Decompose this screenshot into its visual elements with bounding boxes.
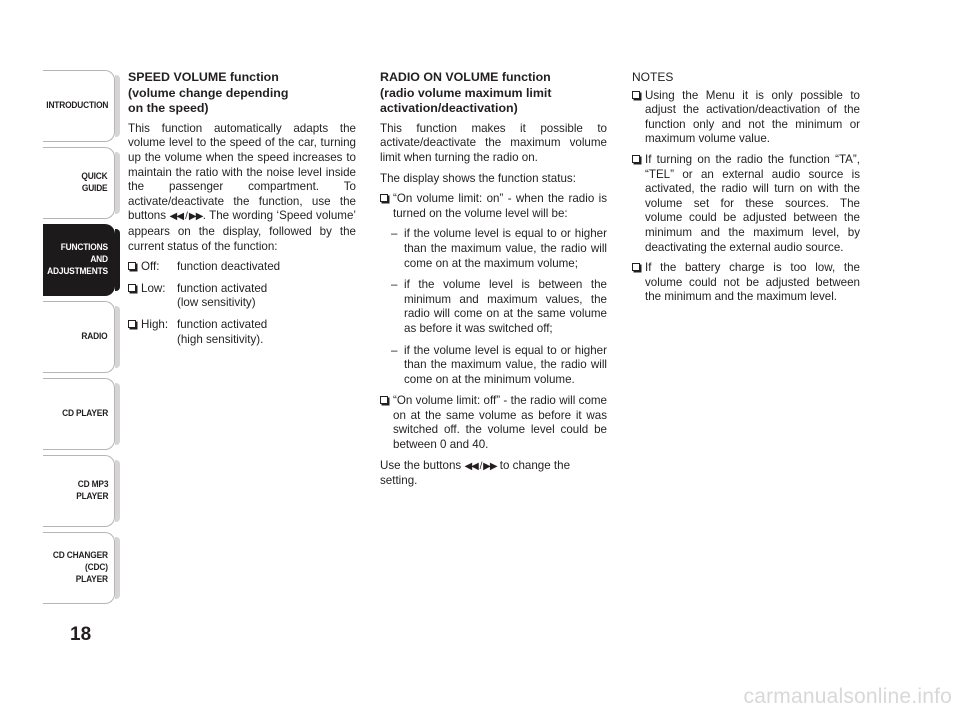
tab-cd-mp3-player[interactable] [43, 455, 115, 527]
dash-text: if the volume level is equal to or higher than the maximum value, the radio will come on at the maximum volume; [404, 227, 607, 270]
speed-volume-heading [128, 70, 356, 117]
dash-mark: – [391, 278, 398, 292]
tab-label: RADIO [81, 331, 108, 342]
heading-suffix: function [226, 70, 279, 84]
option-description [177, 282, 267, 311]
tab-label: FUNCTIONS AND ADJUSTMENTS [47, 242, 108, 277]
tab-radio[interactable] [43, 301, 115, 373]
dash-item [380, 344, 607, 388]
speed-volume-description [128, 122, 356, 254]
option-description [177, 318, 267, 347]
option-name: Off: [141, 260, 160, 274]
option-high [128, 318, 356, 347]
checkbox-bullet-icon [632, 91, 640, 99]
bullet-text: “On volume limit: on” - when the radio is turned on the volume level will be: [393, 192, 607, 220]
checkbox-bullet-icon [128, 262, 136, 270]
dash-text: if the volume level is between the minimum and maximum values, the radio will come on at the same volume as before it was switched off; [404, 278, 607, 335]
seek-buttons-icon: ◀◀ / ▶▶ [464, 460, 497, 472]
heading-title: SPEED VOLUME [128, 70, 227, 84]
checkbox-bullet-icon [128, 320, 136, 328]
bullet-off-volume-limit [380, 394, 607, 452]
heading-subtitle: (volume change depending [128, 85, 289, 100]
tab-cd-changer-player[interactable] [43, 532, 115, 604]
note-item [632, 261, 860, 305]
option-description [177, 260, 280, 275]
notes-section [632, 70, 860, 311]
checkbox-bullet-icon [380, 194, 388, 202]
tab-label: CD MP3 PLAYER [75, 479, 108, 502]
radio-on-volume-intro: This function makes it possible to activate/deactivate the maximum volume limit when turning the radio on. [380, 121, 607, 164]
heading-title: RADIO ON VOLUME [380, 70, 499, 84]
option-desc-line: (low sensitivity) [177, 296, 256, 310]
option-name: Low: [141, 281, 166, 295]
display-status-text: The display shows the function status: [380, 171, 576, 185]
option-desc-line: (high sensitivity). [177, 332, 264, 346]
bullet-on-volume-limit [380, 192, 607, 221]
heading-subtitle: (radio volume maximum limit [380, 85, 552, 100]
checkbox-bullet-icon [632, 263, 640, 271]
page-number: 18 [70, 624, 92, 645]
section-tabs [43, 70, 115, 609]
dash-mark: – [391, 227, 398, 241]
radio-on-volume-section [380, 70, 607, 495]
option-desc-line: function deactivated [177, 260, 281, 274]
speed-volume-section [128, 70, 356, 354]
tab-label: CD PLAYER [61, 408, 108, 419]
note-item [632, 89, 860, 147]
checkbox-bullet-icon [128, 284, 136, 292]
option-low [128, 282, 356, 311]
body-text: to change the setting. [380, 458, 571, 488]
body-text: Use the buttons [380, 458, 465, 472]
option-off [128, 260, 356, 275]
seek-buttons-icon: ◀◀ / ▶▶ [169, 211, 203, 223]
option-desc-line: function activated [177, 317, 268, 331]
heading-subtitle: activation/deactivation) [380, 101, 518, 116]
checkbox-bullet-icon [632, 155, 640, 163]
dash-mark: – [391, 343, 398, 357]
dash-item [380, 227, 607, 271]
note-item [632, 153, 860, 255]
heading-suffix: function [498, 70, 551, 84]
tab-label: QUICK GUIDE [81, 171, 108, 194]
tab-cd-player[interactable] [43, 378, 115, 450]
closing-instruction [380, 459, 607, 489]
body-text: This function automatically adapts the volume level to the speed of the car, turning up the volume when the speed increases to maintain the ratio with the noise level inside the passenger compartment. To activate/deactivate the function, use the buttons [128, 121, 356, 223]
note-text: Using the Menu it is only possible to adjust the activation/deactivation of the function only and not the minimum or maximum volume value. [645, 88, 860, 146]
bullet-text: “On volume limit: off” - the radio will come on at the same volume as before it was switched off. the volume level could be between 0 and 40. [393, 394, 607, 452]
heading-subtitle: on the speed) [128, 101, 209, 116]
body-text: . The wording ‘Speed volume’ appears on the display, followed by the current status of the function: [128, 209, 356, 253]
tab-functions-and-adjustments[interactable] [43, 224, 115, 296]
dash-item [380, 278, 607, 336]
note-text: If the battery charge is too low, the volume could not be adjusted between the minimum and the maximum level. [645, 261, 860, 304]
notes-title: NOTES [632, 70, 674, 84]
option-name: High: [141, 317, 169, 331]
watermark: carmanualsonline.info [743, 685, 952, 708]
radio-on-volume-heading [380, 70, 607, 117]
note-text: If turning on the radio the function “TA”, “TEL” or an external audio source is activated, the radio will turn on with the volume set for these sources. The volume could be adjusted between the minimum and the maximum level, by deactivating the external audio source. [645, 152, 860, 254]
tab-introduction[interactable] [43, 70, 115, 142]
tab-label: CD CHANGER (CDC) PLAYER [52, 550, 108, 585]
tab-label: INTRODUCTION [45, 100, 108, 111]
tab-quick-guide[interactable] [43, 147, 115, 219]
checkbox-bullet-icon [380, 396, 388, 404]
option-desc-line: function activated [177, 281, 268, 295]
dash-text: if the volume level is equal to or higher than the maximum value, the radio will come on at the minimum volume. [404, 343, 607, 386]
